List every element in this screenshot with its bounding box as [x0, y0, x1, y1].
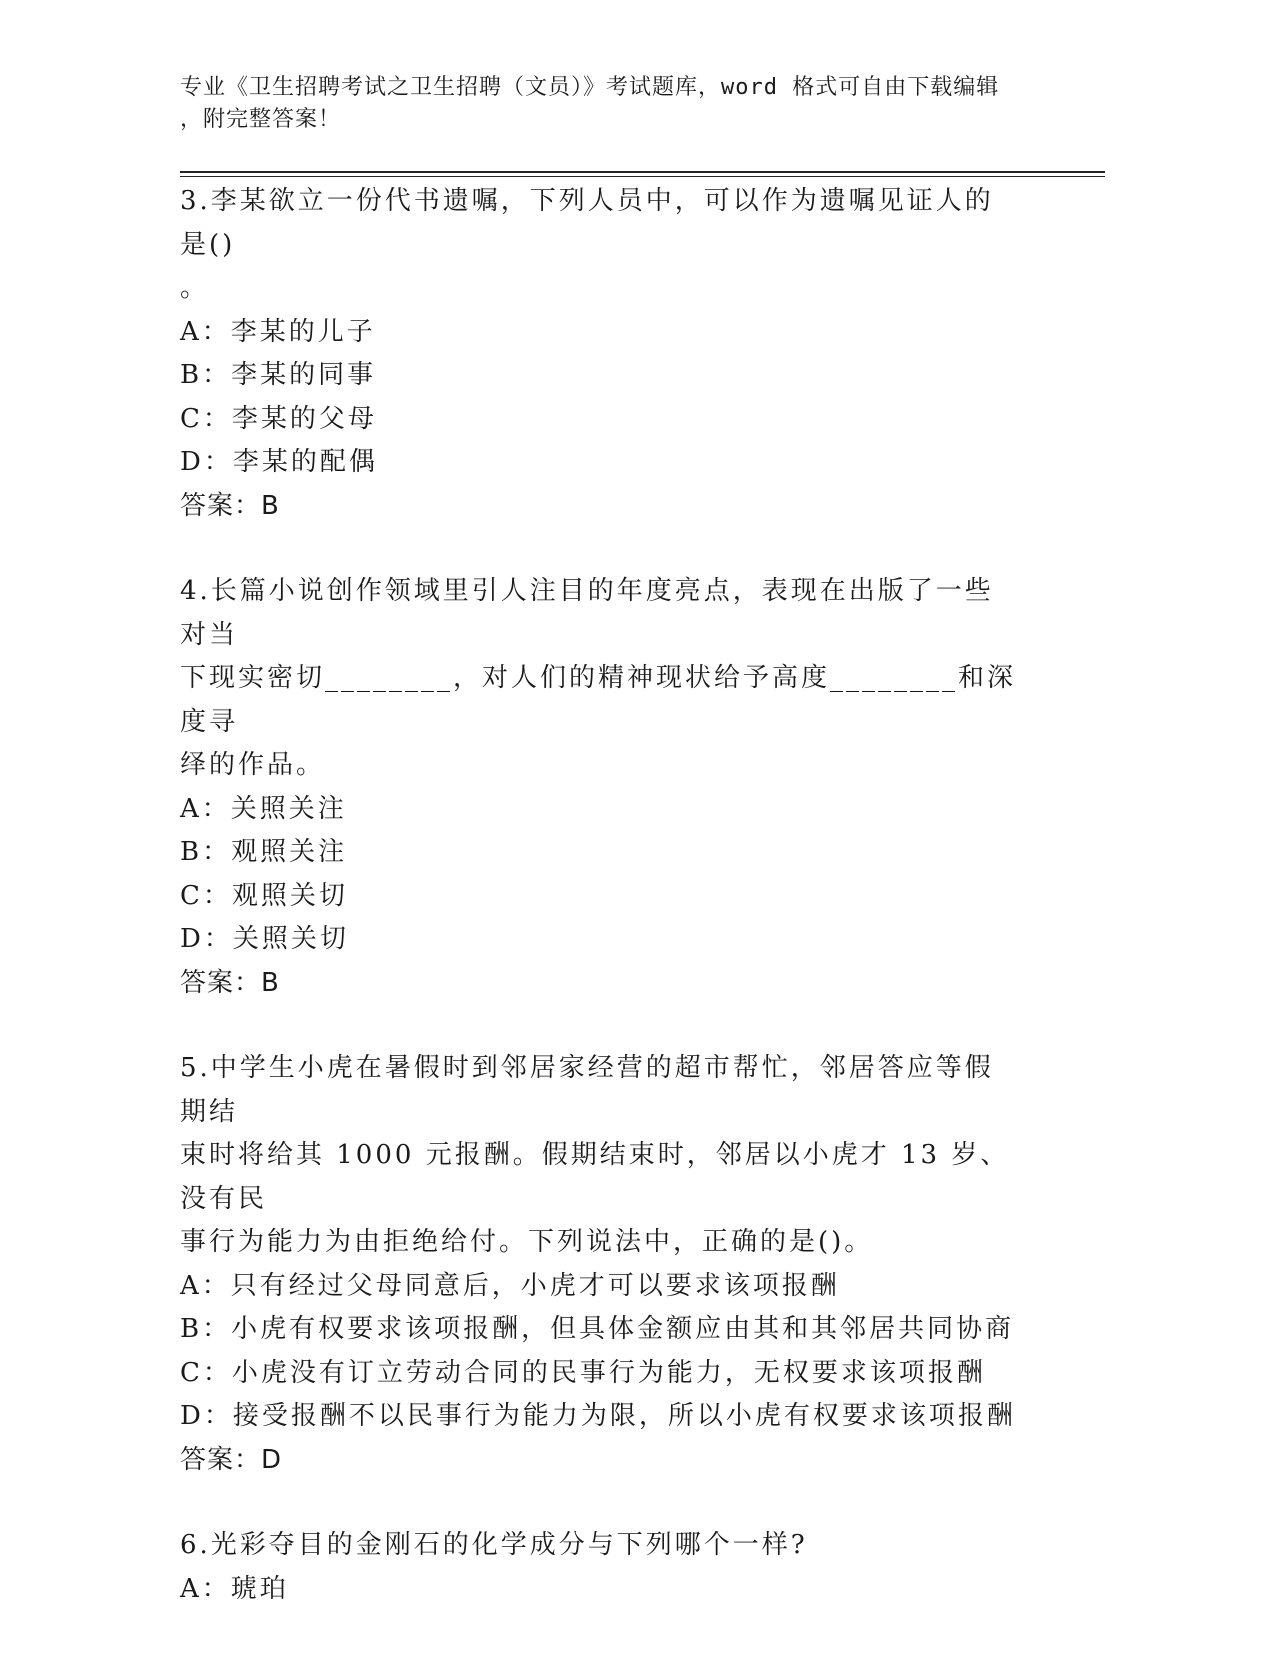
option-d: D：关照关切	[180, 924, 349, 954]
question-6	[180, 1524, 1020, 1611]
option-d: D：接受报酬不以民事行为能力为限，所以小虎有权要求该项报酬	[180, 1401, 1016, 1431]
question-4	[180, 570, 1020, 1005]
option-c: C：李某的父母	[180, 403, 377, 434]
header-line-1: 专业《卫生招聘考试之卫生招聘（文员）》考试题库，word 格式可自由下载编辑	[180, 75, 1000, 100]
question-stem-line: 绎的作品。	[180, 750, 326, 780]
option-a: A：李某的儿子	[180, 316, 376, 347]
option-b: B：观照关注	[180, 837, 348, 867]
option-a: A：只有经过父母同意后，小虎才可以要求该项报酬	[180, 1270, 840, 1301]
option-a: A：琥珀	[180, 1573, 289, 1604]
question-list	[180, 180, 1020, 1653]
header-line-2: ，附完整答案！	[180, 107, 342, 132]
option-c: C：观照关切	[180, 880, 348, 911]
header-divider-thin	[180, 176, 1105, 177]
answer-line: 答案：B	[180, 490, 280, 521]
answer-line: 答案：D	[180, 1444, 283, 1475]
question-stem-line: 6.光彩夺目的金刚石的化学成分与下列哪个一样?	[180, 1530, 808, 1560]
question-stem-line: 束时将给其 1000 元报酬。假期结束时，邻居以小虎才 13 岁、没有民	[180, 1140, 1010, 1214]
option-c: C：小虎没有订立劳动合同的民事行为能力，无权要求该项报酬	[180, 1357, 986, 1388]
header-divider-thick	[180, 171, 1105, 173]
question-5	[180, 1047, 1020, 1482]
option-d: D：李某的配偶	[180, 447, 378, 477]
answer-line: 答案：B	[180, 967, 280, 998]
question-stem-line: 。	[180, 273, 210, 303]
option-a: A：关照关注	[180, 793, 347, 824]
question-stem-line: 4.长篇小说创作领域里引人注目的年度亮点，表现在出版了一些对当	[180, 576, 994, 650]
question-stem-line: 5.中学生小虎在暑假时到邻居家经营的超市帮忙，邻居答应等假期结	[180, 1053, 994, 1127]
option-b: B：小虎有权要求该项报酬，但具体金额应由其和其邻居共同协商	[180, 1314, 1015, 1344]
option-b: B：李某的同事	[180, 360, 377, 390]
question-stem-line: 事行为能力为由拒绝给付。下列说法中，正确的是()。	[180, 1227, 874, 1257]
question-stem-line: 下现实密切________，对人们的精神现状给予高度________和深度寻	[180, 663, 1017, 737]
document-header	[180, 72, 1040, 136]
question-3	[180, 180, 1020, 528]
question-stem-line: 3.李某欲立一份代书遗嘱，下列人员中，可以作为遗嘱见证人的是()	[180, 186, 994, 260]
